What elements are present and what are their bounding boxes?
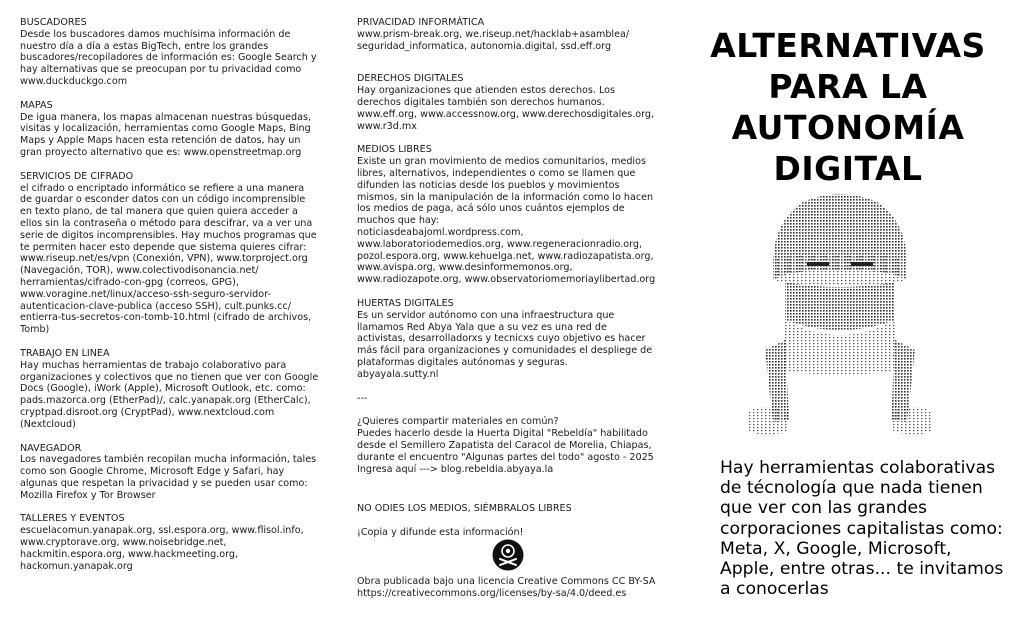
section-body: Hay organizaciones que atienden estos derechos. Los derechos digitales también son derechos humanos. www.eff.org, www.accessnow.org, www.derechosdigitales.org, www.r3d.mx	[357, 85, 655, 132]
section-derechos	[357, 73, 667, 132]
section-talleres	[20, 513, 330, 572]
section-heading: MAPAS	[20, 99, 53, 111]
divider-text	[357, 393, 667, 405]
license-text: Obra publicada bajo una licencia Creative Commons CC BY-SA https://creativecommons.org/licenses/by-sa/4.0/deed.es	[357, 576, 656, 599]
section-body: Desde los buscadores damos muchísima información de nuestro día a día a estas BigTech, entre los grandes buscadores/recopiladores de información es: Google Search y hay alternativas que se preocupan por tu privacidad como www.duckduckgo.com	[20, 28, 317, 87]
section-body: Es un servidor autónomo con una infraestructura que llamamos Red Abya Yala que a su vez es una red de activistas, desarrolladorxs y tecnicxs cuyo objetivo es hacer más fácil para organizaciones y comunidades el despliege de plataformas digitales autónomas y seguras. abyayala.sutty.nl	[357, 309, 653, 380]
section-cifrado	[20, 171, 330, 336]
pirate-flag-logo-icon	[492, 539, 524, 571]
share-text: ¡Copia y difunde esta información!	[357, 527, 524, 539]
section-body: Los navegadores también recopilan mucha información, tales como son Google Chrome, Microsoft Edge y Safari, hay algunas que respetan la privacidad y se pueden usar como: Mozilla Firefox y Tor Browser	[20, 454, 317, 501]
section-body: Hay muchas herramientas de trabajo colaborativo para organizaciones y colectivos que no tienen que ver con Google Docs (Google), iWork (Apple), Microsoft Outlook, etc. como: pads.mazorca.org (EtherPad)/, calc.yanapak.org (EtherCalc), cryptpad.disroot.org (CryptPad), www.nextcloud.com (Nextcloud)	[20, 359, 319, 430]
section-heading: TRABAJO EN LINEA	[20, 347, 110, 359]
divider-dashes: ---	[357, 392, 368, 404]
section-compartir	[357, 416, 667, 475]
page-title: ALTERNATIVAS PARA LA AUTONOMÍA DIGITAL	[710, 26, 986, 188]
section-body: De igua manera, los mapas almacenan nuestras búsquedas, visitas y localización, herramientas como Google Maps, Bing Maps y Apple Maps hacen esta retención de datos, hay un gran proyecto alternativo que es: www.openstreetmap.org	[20, 111, 312, 158]
section-heading: PRIVACIDAD INFORMÁTICA	[357, 17, 485, 28]
tagline: Hay herramientas colaborativas de técnología que nada tienen que ver con las grandes corporaciones capitalistas como: Meta, X, Google, Microsoft, Apple, entre otras... te invitamos a conocerlas	[720, 458, 1004, 600]
section-body: escuelacomun.yanapak.org, ssl.espora.org, www.flisol.info, www.cryptorave.org, www.noisebridge.net, hackmitin.espora.org, www.hackmeeting.org, hackomun.yanapak.org	[20, 525, 304, 572]
section-buscadores	[20, 17, 330, 88]
section-body: Existe un gran movimiento de medios comunitarios, medios libres, alternativos, independientes o como se llamen que difunden las noticias desde los pueblos y movimientos mismos, sin la manipulación de la información como lo hacen los medios de paga, acá sólo unos cuántos ejemplos de muchos que hay: noticiasdeabajoml.wordpress.com, www.laboratoriodemedios.org, www.regeneracionradio.org, pozol.espora.org, www.kehuelga.net, www.radiozapatista.org, www.avispa.org, www.desinformemonos.org, www.radiozapote.org, www.observatoriomemoriaylibertad.org	[357, 156, 656, 286]
slogan-text: NO ODIES LOS MEDIOS, SIÉMBRALOS LIBRES	[357, 503, 572, 515]
section-heading: SERVICIOS DE CIFRADO	[20, 170, 134, 182]
section-navegador	[20, 443, 330, 502]
section-medios-libres	[357, 144, 667, 286]
section-huertas	[357, 298, 667, 381]
section-mapas	[20, 100, 330, 159]
section-heading: ¿Quieres compartir materiales en común?	[357, 416, 559, 428]
section-body: Puedes hacerlo desde la Huerta Digital "Rebeldía" habilitado desde el Semillero Zapatista del Caracol de Morelia, Chiapas, durante el encuentro "Algunas partes del todo" agosto - 2025 Ingresa aquí ---> blog.rebeldia.abyaya.la	[357, 428, 654, 475]
section-heading: NAVEGADOR	[20, 442, 82, 454]
section-heading: BUSCADORES	[20, 17, 87, 28]
section-body: www.prism-break.org, we.riseup.net/hacklab+asamblea/ seguridad_informatica, autonomia.digital, ssd.eff.org	[357, 28, 630, 52]
ascii-hooded-figure-icon	[745, 190, 935, 445]
section-body: el cifrado o encriptado informático se refiere a una manera de guardar o esconder datos con un código incomprensible en texto plano, de tal manera que quien quiera acceder a ellos sin la contraseña o método para descifrar, va a ver una serie de digitos incomprensibles. Hay muchos programas que te permiten hacer esto depende que sistema quieres cifrar: www.riseup.net/es/vpn (Conexión, VPN), www.torproject.org (Navegación, TOR), www.colectivodisonancia.net/ herramientas/cifrado-con-gpg (correos, GPG), www.voragine.net/linux/acceso-ssh-seguro-servidor- autenticacion-clave-publica (acceso SSH), cult.punks.cc/ entierra-tus-secretos-con-tomb-10.html (cifrado de archivos, Tomb)	[20, 182, 317, 336]
call-to-share	[357, 527, 667, 539]
section-heading: MEDIOS LIBRES	[357, 144, 432, 156]
section-privacidad	[357, 17, 667, 52]
section-heading: DERECHOS DIGITALES	[357, 73, 464, 85]
middle-column	[357, 17, 667, 551]
section-heading: TALLERES Y EVENTOS	[20, 513, 125, 525]
slogan	[357, 503, 667, 515]
left-column	[20, 17, 330, 584]
section-trabajo-en-linea	[20, 348, 330, 431]
section-heading: HUERTAS DIGITALES	[357, 297, 454, 309]
